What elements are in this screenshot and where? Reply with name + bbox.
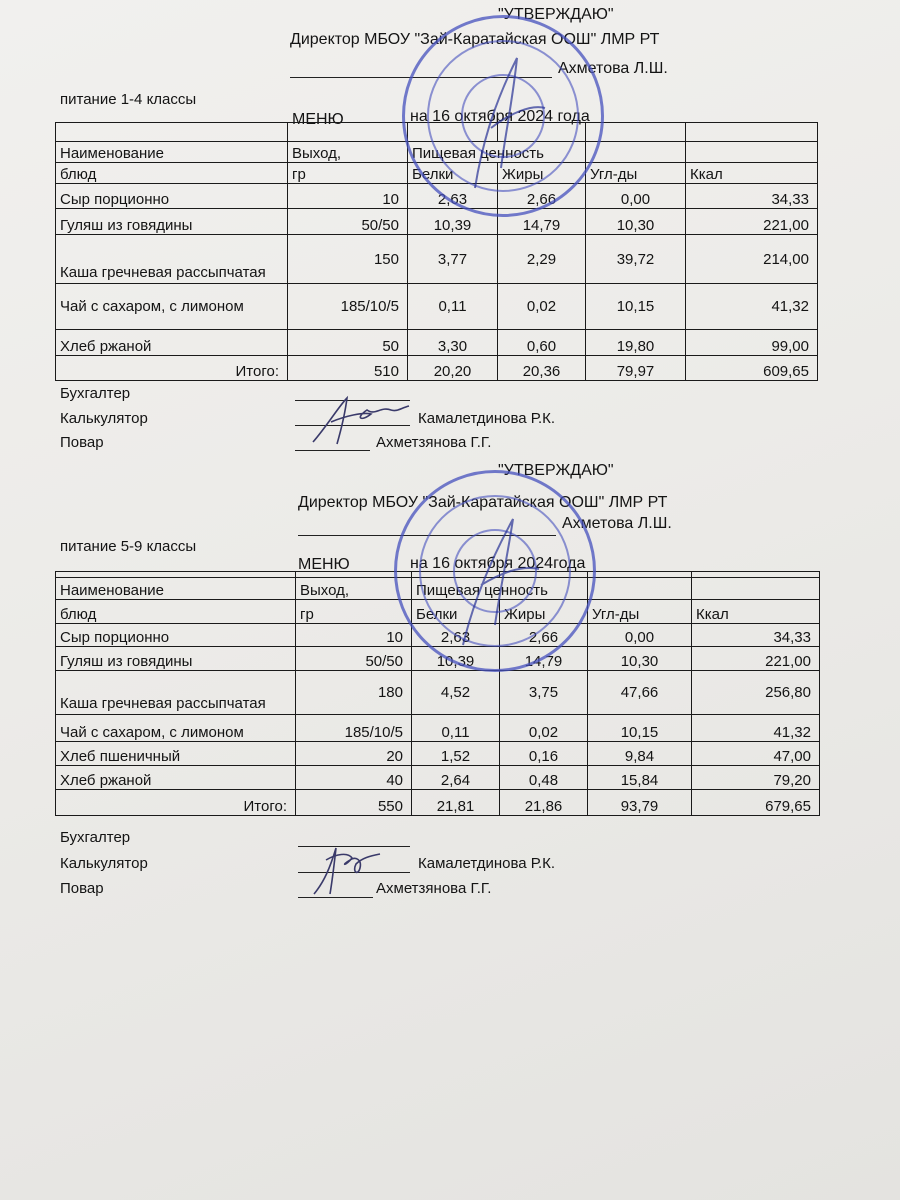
col-carbs-header: Угл-ды [588, 600, 692, 624]
dish-kcal: 221,00 [692, 647, 820, 671]
dish-kcal: 221,00 [686, 209, 818, 235]
dish-output: 40 [296, 766, 412, 790]
col-name-header: Наименование [56, 142, 288, 163]
total-fats: 21,86 [500, 790, 588, 816]
dish-name: Сыр порционно [56, 624, 296, 647]
official-stamp [402, 15, 604, 217]
dish-proteins: 3,77 [408, 235, 498, 284]
total-kcal: 609,65 [686, 356, 818, 381]
col-fats-header: Жиры [500, 600, 588, 624]
dish-name: Сыр порционно [56, 184, 288, 209]
dish-carbs: 19,80 [586, 330, 686, 356]
total-output: 510 [288, 356, 408, 381]
calculator-label: Калькулятор [60, 855, 148, 872]
dish-kcal: 79,20 [692, 766, 820, 790]
dish-fats: 0,48 [500, 766, 588, 790]
dish-output: 10 [296, 624, 412, 647]
calculator-label: Калькулятор [60, 410, 148, 427]
table-row [56, 715, 820, 742]
dish-carbs: 10,30 [588, 647, 692, 671]
total-label: Итого: [56, 356, 288, 381]
dish-proteins: 0,11 [408, 284, 498, 330]
handwritten-signature [305, 392, 415, 447]
dish-kcal: 34,33 [692, 624, 820, 647]
dish-fats: 0,02 [500, 715, 588, 742]
dish-fats: 14,79 [500, 647, 588, 671]
total-output: 550 [296, 790, 412, 816]
calculator-name: Камалетдинова Р.К. [418, 855, 556, 872]
total-fats: 20,36 [498, 356, 586, 381]
total-carbs: 93,79 [588, 790, 692, 816]
dish-kcal: 41,32 [692, 715, 820, 742]
cook-label: Повар [60, 434, 104, 451]
dish-name: Гуляш из говядины [56, 209, 288, 235]
dish-output: 50/50 [288, 209, 408, 235]
col-name-header: Наименование [56, 578, 296, 600]
dish-kcal: 214,00 [686, 235, 818, 284]
dish-fats: 2,29 [498, 235, 586, 284]
total-row [56, 356, 818, 381]
col-carbs-header: Угл-ды [586, 163, 686, 184]
col-nutrition-header: Пищевая ценность [408, 142, 586, 163]
director-name: Ахметова Л.Ш. [562, 515, 672, 532]
dish-carbs: 0,00 [586, 184, 686, 209]
dish-name: Хлеб ржаной [56, 330, 288, 356]
dish-name: Хлеб пшеничный [56, 742, 296, 766]
dish-carbs: 0,00 [588, 624, 692, 647]
dish-proteins: 0,11 [412, 715, 500, 742]
stamp-signature-scribble [405, 18, 601, 214]
total-label: Итого: [56, 790, 296, 816]
director-line: Директор МБОУ "Зай-Каратайская ООШ" ЛМР РТ [290, 31, 660, 48]
total-proteins: 21,81 [412, 790, 500, 816]
calculator-name: Камалетдинова Р.К. [418, 410, 556, 427]
dish-fats: 0,16 [500, 742, 588, 766]
dish-output: 185/10/5 [288, 284, 408, 330]
cook-name: Ахметзянова Г.Г. [376, 434, 492, 451]
col-nutrition-header: Пищевая ценность [412, 578, 588, 600]
dish-kcal: 41,32 [686, 284, 818, 330]
table-row [56, 235, 818, 284]
dish-proteins: 2,63 [408, 184, 498, 209]
dish-fats: 0,02 [498, 284, 586, 330]
dish-carbs: 9,84 [588, 742, 692, 766]
dish-proteins: 2,63 [412, 624, 500, 647]
director-name: Ахметова Л.Ш. [558, 60, 668, 77]
director-line: Директор МБОУ "Зай-Каратайская ООШ" ЛМР РТ [298, 494, 668, 511]
dish-name: Чай с сахаром, с лимоном [56, 284, 288, 330]
accountant-label: Бухгалтер [60, 829, 131, 846]
dish-fats: 3,75 [500, 671, 588, 715]
dish-fats: 14,79 [498, 209, 586, 235]
menu-date: на 16 октября 2024года [410, 555, 586, 572]
dish-name: Чай с сахаром, с лимоном [56, 715, 296, 742]
dish-fats: 2,66 [498, 184, 586, 209]
table-row [56, 742, 820, 766]
dish-proteins: 2,64 [412, 766, 500, 790]
dish-output: 150 [288, 235, 408, 284]
dish-carbs: 47,66 [588, 671, 692, 715]
group-label: питание 5-9 классы [60, 538, 197, 555]
dish-fats: 2,66 [500, 624, 588, 647]
dish-output: 20 [296, 742, 412, 766]
col-name-header-2: блюд [56, 163, 288, 184]
col-name-header-2: блюд [56, 600, 296, 624]
col-output-header: Выход, [296, 578, 412, 600]
dish-proteins: 3,30 [408, 330, 498, 356]
dish-carbs: 15,84 [588, 766, 692, 790]
table-row [56, 766, 820, 790]
dish-output: 185/10/5 [296, 715, 412, 742]
dish-kcal: 256,80 [692, 671, 820, 715]
approve-heading: "УТВЕРЖДАЮ" [498, 462, 614, 479]
dish-fats: 0,60 [498, 330, 586, 356]
table-row [56, 330, 818, 356]
dish-output: 180 [296, 671, 412, 715]
table-row [56, 671, 820, 715]
menu-date: на 16 октября 2024 года [410, 108, 590, 125]
dish-proteins: 1,52 [412, 742, 500, 766]
handwritten-signature [300, 838, 390, 898]
total-kcal: 679,65 [692, 790, 820, 816]
dish-proteins: 10,39 [408, 209, 498, 235]
dish-carbs: 10,30 [586, 209, 686, 235]
dish-proteins: 4,52 [412, 671, 500, 715]
col-kcal-header: Ккал [692, 600, 820, 624]
col-proteins-header: Белки [408, 163, 498, 184]
dish-output: 50 [288, 330, 408, 356]
dish-carbs: 39,72 [586, 235, 686, 284]
col-output-header-2: гр [296, 600, 412, 624]
total-carbs: 79,97 [586, 356, 686, 381]
menu-label: МЕНЮ [292, 111, 344, 128]
dish-carbs: 10,15 [586, 284, 686, 330]
group-label: питание 1-4 классы [60, 91, 197, 108]
dish-kcal: 99,00 [686, 330, 818, 356]
col-fats-header: Жиры [498, 163, 586, 184]
cook-name: Ахметзянова Г.Г. [376, 880, 492, 897]
dish-name: Каша гречневая рассыпчатая [56, 235, 288, 284]
col-proteins-header: Белки [412, 600, 500, 624]
total-row [56, 790, 820, 816]
cook-signature-line [295, 450, 370, 451]
dish-carbs: 10,15 [588, 715, 692, 742]
dish-proteins: 10,39 [412, 647, 500, 671]
dish-kcal: 47,00 [692, 742, 820, 766]
approve-heading: "УТВЕРЖДАЮ" [498, 6, 614, 23]
accountant-label: Бухгалтер [60, 385, 131, 402]
total-proteins: 20,20 [408, 356, 498, 381]
dish-output: 50/50 [296, 647, 412, 671]
dish-name: Гуляш из говядины [56, 647, 296, 671]
dish-name: Каша гречневая рассыпчатая [56, 671, 296, 715]
menu-label: МЕНЮ [298, 556, 350, 573]
dish-output: 10 [288, 184, 408, 209]
col-output-header: Выход, [288, 142, 408, 163]
dish-name: Хлеб ржаной [56, 766, 296, 790]
col-output-header-2: гр [288, 163, 408, 184]
table-row [56, 284, 818, 330]
official-stamp [394, 470, 596, 672]
dish-kcal: 34,33 [686, 184, 818, 209]
cook-label: Повар [60, 880, 104, 897]
stamp-signature-scribble [397, 473, 593, 669]
col-kcal-header: Ккал [686, 163, 818, 184]
